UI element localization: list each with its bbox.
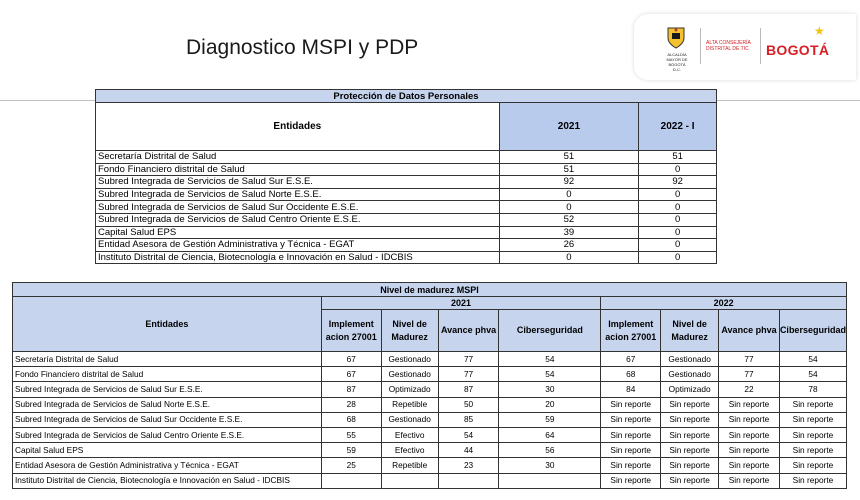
pdp-row bbox=[96, 226, 717, 239]
pdp-value-cell: 0 bbox=[499, 251, 639, 264]
pdp-value-cell: 26 bbox=[499, 239, 639, 252]
mspi-value-cell bbox=[438, 473, 499, 488]
logo-caption: ALCALDÍA MAYOR DE BOGOTÁ D.C. bbox=[666, 52, 688, 72]
mspi-value-cell: Efectivo bbox=[381, 427, 438, 442]
mspi-value-cell: Sin reporte bbox=[661, 397, 719, 412]
mspi-value-cell: Gestionado bbox=[661, 352, 719, 367]
mspi-entity-cell: Subred Integrada de Servicios de Salud Sur E.S.E. bbox=[13, 382, 322, 397]
mspi-value-cell: 25 bbox=[321, 458, 381, 473]
pdp-row bbox=[96, 213, 717, 226]
pdp-value-cell: 0 bbox=[499, 201, 639, 214]
pdp-value-cell: 39 bbox=[499, 226, 639, 239]
mspi-subheader: Nivel de Madurez bbox=[661, 310, 719, 352]
pdp-table-caption: Protección de Datos Personales bbox=[96, 90, 717, 103]
mspi-subheader: Avance phva bbox=[438, 310, 499, 352]
pdp-value-cell: 0 bbox=[499, 188, 639, 201]
pdp-value-cell: 51 bbox=[499, 163, 639, 176]
mspi-row bbox=[13, 458, 847, 473]
pdp-row bbox=[96, 163, 717, 176]
mspi-value-cell: Sin reporte bbox=[719, 458, 780, 473]
mspi-value-cell: 59 bbox=[321, 443, 381, 458]
mspi-value-cell: Sin reporte bbox=[661, 427, 719, 442]
mspi-value-cell: Sin reporte bbox=[601, 458, 661, 473]
mspi-value-cell: 44 bbox=[438, 443, 499, 458]
page-title: Diagnostico MSPI y PDP bbox=[186, 36, 419, 59]
mspi-value-cell: Sin reporte bbox=[661, 458, 719, 473]
mspi-value-cell: Sin reporte bbox=[601, 443, 661, 458]
mspi-row bbox=[13, 397, 847, 412]
mspi-value-cell: 67 bbox=[321, 352, 381, 367]
pdp-row bbox=[96, 251, 717, 264]
mspi-value-cell: 54 bbox=[438, 427, 499, 442]
mspi-value-cell: Repetible bbox=[381, 458, 438, 473]
mspi-subheader: Implement acion 27001 bbox=[601, 310, 661, 352]
mspi-value-cell: 54 bbox=[499, 367, 601, 382]
mspi-value-cell: Sin reporte bbox=[779, 397, 846, 412]
pdp-value-cell: 92 bbox=[499, 176, 639, 189]
star-icon: ★ bbox=[814, 24, 825, 38]
logo-divider bbox=[760, 28, 761, 64]
mspi-value-cell: Sin reporte bbox=[719, 397, 780, 412]
pdp-value-cell: 0 bbox=[639, 163, 717, 176]
mspi-value-cell: Sin reporte bbox=[779, 473, 846, 488]
mspi-value-cell: Sin reporte bbox=[601, 397, 661, 412]
mspi-value-cell: Sin reporte bbox=[779, 443, 846, 458]
mspi-row bbox=[13, 352, 847, 367]
mspi-value-cell bbox=[381, 473, 438, 488]
mspi-entity-cell: Subred Integrada de Servicios de Salud Centro Oriente E.S.E. bbox=[13, 427, 322, 442]
mspi-row bbox=[13, 412, 847, 427]
pdp-row bbox=[96, 239, 717, 252]
pdp-value-cell: 0 bbox=[639, 188, 717, 201]
mspi-value-cell: 64 bbox=[499, 427, 601, 442]
pdp-entity-cell: Secretaría Distrital de Salud bbox=[96, 151, 500, 164]
mspi-entity-cell: Secretaría Distrital de Salud bbox=[13, 352, 322, 367]
pdp-header-entidades: Entidades bbox=[96, 103, 500, 151]
pdp-header-2021: 2021 bbox=[499, 103, 639, 151]
mspi-subheader: Implement acion 27001 bbox=[321, 310, 381, 352]
mspi-subheader: Ciberseguridad bbox=[779, 310, 846, 352]
mspi-year-2022: 2022 bbox=[601, 297, 847, 310]
pdp-value-cell: 51 bbox=[499, 151, 639, 164]
mspi-value-cell: 87 bbox=[438, 382, 499, 397]
mspi-value-cell: Sin reporte bbox=[601, 412, 661, 427]
mspi-value-cell: Gestionado bbox=[661, 367, 719, 382]
logo-department: ALTA CONSEJERÍA DISTRITAL DE TIC bbox=[706, 40, 751, 52]
mspi-value-cell: Sin reporte bbox=[661, 412, 719, 427]
mspi-value-cell: 67 bbox=[321, 367, 381, 382]
mspi-value-cell: Repetible bbox=[381, 397, 438, 412]
pdp-value-cell: 51 bbox=[639, 151, 717, 164]
mspi-entity-cell: Capital Salud EPS bbox=[13, 443, 322, 458]
mspi-value-cell bbox=[321, 473, 381, 488]
mspi-value-cell: 23 bbox=[438, 458, 499, 473]
pdp-header-2022: 2022 - I bbox=[639, 103, 717, 151]
mspi-value-cell: Sin reporte bbox=[779, 412, 846, 427]
mspi-value-cell: 67 bbox=[601, 352, 661, 367]
mspi-value-cell: 30 bbox=[499, 458, 601, 473]
mspi-value-cell: Efectivo bbox=[381, 443, 438, 458]
mspi-value-cell: 30 bbox=[499, 382, 601, 397]
mspi-value-cell: 22 bbox=[719, 382, 780, 397]
mspi-value-cell: Sin reporte bbox=[661, 443, 719, 458]
pdp-row bbox=[96, 188, 717, 201]
mspi-row bbox=[13, 367, 847, 382]
pdp-row bbox=[96, 151, 717, 164]
pdp-entity-cell: Subred Integrada de Servicios de Salud Sur Occidente E.S.E. bbox=[96, 201, 500, 214]
pdp-table bbox=[95, 89, 717, 264]
mspi-value-cell: 50 bbox=[438, 397, 499, 412]
mspi-subheader: Nivel de Madurez bbox=[381, 310, 438, 352]
pdp-entity-cell: Entidad Asesora de Gestión Administrativa y Técnica - EGAT bbox=[96, 239, 500, 252]
mspi-entity-cell: Fondo Financiero distrital de Salud bbox=[13, 367, 322, 382]
pdp-value-cell: 92 bbox=[639, 176, 717, 189]
pdp-value-cell: 0 bbox=[639, 213, 717, 226]
mspi-value-cell: 87 bbox=[321, 382, 381, 397]
mspi-value-cell: Sin reporte bbox=[601, 427, 661, 442]
mspi-value-cell: Sin reporte bbox=[719, 443, 780, 458]
mspi-year-2021: 2021 bbox=[321, 297, 600, 310]
mspi-value-cell: 78 bbox=[779, 382, 846, 397]
mspi-entity-cell: Instituto Distrital de Ciencia, Biotecnología e Innovación en Salud - IDCBIS bbox=[13, 473, 322, 488]
mspi-table-body bbox=[13, 352, 847, 489]
pdp-entity-cell: Capital Salud EPS bbox=[96, 226, 500, 239]
logo-divider bbox=[700, 28, 701, 64]
mspi-table bbox=[12, 282, 847, 489]
mspi-value-cell: 77 bbox=[719, 367, 780, 382]
pdp-entity-cell: Fondo Financiero distrital de Salud bbox=[96, 163, 500, 176]
mspi-value-cell: Gestionado bbox=[381, 412, 438, 427]
mspi-value-cell bbox=[499, 473, 601, 488]
pdp-value-cell: 52 bbox=[499, 213, 639, 226]
mspi-value-cell: Sin reporte bbox=[719, 412, 780, 427]
pdp-value-cell: 0 bbox=[639, 239, 717, 252]
mspi-value-cell: Optimizado bbox=[661, 382, 719, 397]
mspi-value-cell: 20 bbox=[499, 397, 601, 412]
mspi-value-cell: Gestionado bbox=[381, 352, 438, 367]
logo-city: BOGOTÁ bbox=[766, 42, 830, 58]
mspi-entity-cell: Entidad Asesora de Gestión Administrativa y Técnica - EGAT bbox=[13, 458, 322, 473]
pdp-value-cell: 0 bbox=[639, 201, 717, 214]
pdp-value-cell: 0 bbox=[639, 251, 717, 264]
mspi-row bbox=[13, 427, 847, 442]
pdp-value-cell: 0 bbox=[639, 226, 717, 239]
mspi-value-cell: 77 bbox=[438, 352, 499, 367]
mspi-subheader: Avance phva bbox=[719, 310, 780, 352]
mspi-value-cell: Optimizado bbox=[381, 382, 438, 397]
mspi-value-cell: 56 bbox=[499, 443, 601, 458]
pdp-entity-cell: Subred Integrada de Servicios de Salud Centro Oriente E.S.E. bbox=[96, 213, 500, 226]
mspi-value-cell: 55 bbox=[321, 427, 381, 442]
mspi-value-cell: 85 bbox=[438, 412, 499, 427]
logo-banner bbox=[634, 14, 856, 80]
mspi-value-cell: 54 bbox=[779, 352, 846, 367]
pdp-entity-cell: Instituto Distrital de Ciencia, Biotecnología e Innovación en Salud - IDCBIS bbox=[96, 251, 500, 264]
pdp-row bbox=[96, 176, 717, 189]
mspi-row bbox=[13, 473, 847, 488]
mspi-entity-cell: Subred Integrada de Servicios de Salud Norte E.S.E. bbox=[13, 397, 322, 412]
pdp-entity-cell: Subred Integrada de Servicios de Salud Sur E.S.E. bbox=[96, 176, 500, 189]
mspi-value-cell: 28 bbox=[321, 397, 381, 412]
mspi-row bbox=[13, 443, 847, 458]
mspi-value-cell: 59 bbox=[499, 412, 601, 427]
mspi-row bbox=[13, 382, 847, 397]
mspi-value-cell: Sin reporte bbox=[601, 473, 661, 488]
mspi-value-cell: 68 bbox=[601, 367, 661, 382]
mspi-value-cell: 68 bbox=[321, 412, 381, 427]
mspi-value-cell: Sin reporte bbox=[719, 473, 780, 488]
mspi-value-cell: Sin reporte bbox=[719, 427, 780, 442]
pdp-row bbox=[96, 201, 717, 214]
pdp-table-body bbox=[96, 151, 717, 264]
mspi-value-cell: Gestionado bbox=[381, 367, 438, 382]
mspi-value-cell: Sin reporte bbox=[779, 458, 846, 473]
mspi-table-caption: Nivel de madurez MSPI bbox=[13, 283, 847, 297]
mspi-value-cell: 54 bbox=[779, 367, 846, 382]
mspi-value-cell: 84 bbox=[601, 382, 661, 397]
mspi-value-cell: 77 bbox=[438, 367, 499, 382]
mspi-value-cell: Sin reporte bbox=[661, 473, 719, 488]
mspi-entity-cell: Subred Integrada de Servicios de Salud Sur Occidente E.S.E. bbox=[13, 412, 322, 427]
mspi-value-cell: 54 bbox=[499, 352, 601, 367]
mspi-value-cell: Sin reporte bbox=[779, 427, 846, 442]
mspi-header-entidades: Entidades bbox=[13, 297, 322, 352]
coat-of-arms-icon bbox=[666, 26, 686, 50]
mspi-subheader: Ciberseguridad bbox=[499, 310, 601, 352]
pdp-entity-cell: Subred Integrada de Servicios de Salud Norte E.S.E. bbox=[96, 188, 500, 201]
mspi-value-cell: 77 bbox=[719, 352, 780, 367]
